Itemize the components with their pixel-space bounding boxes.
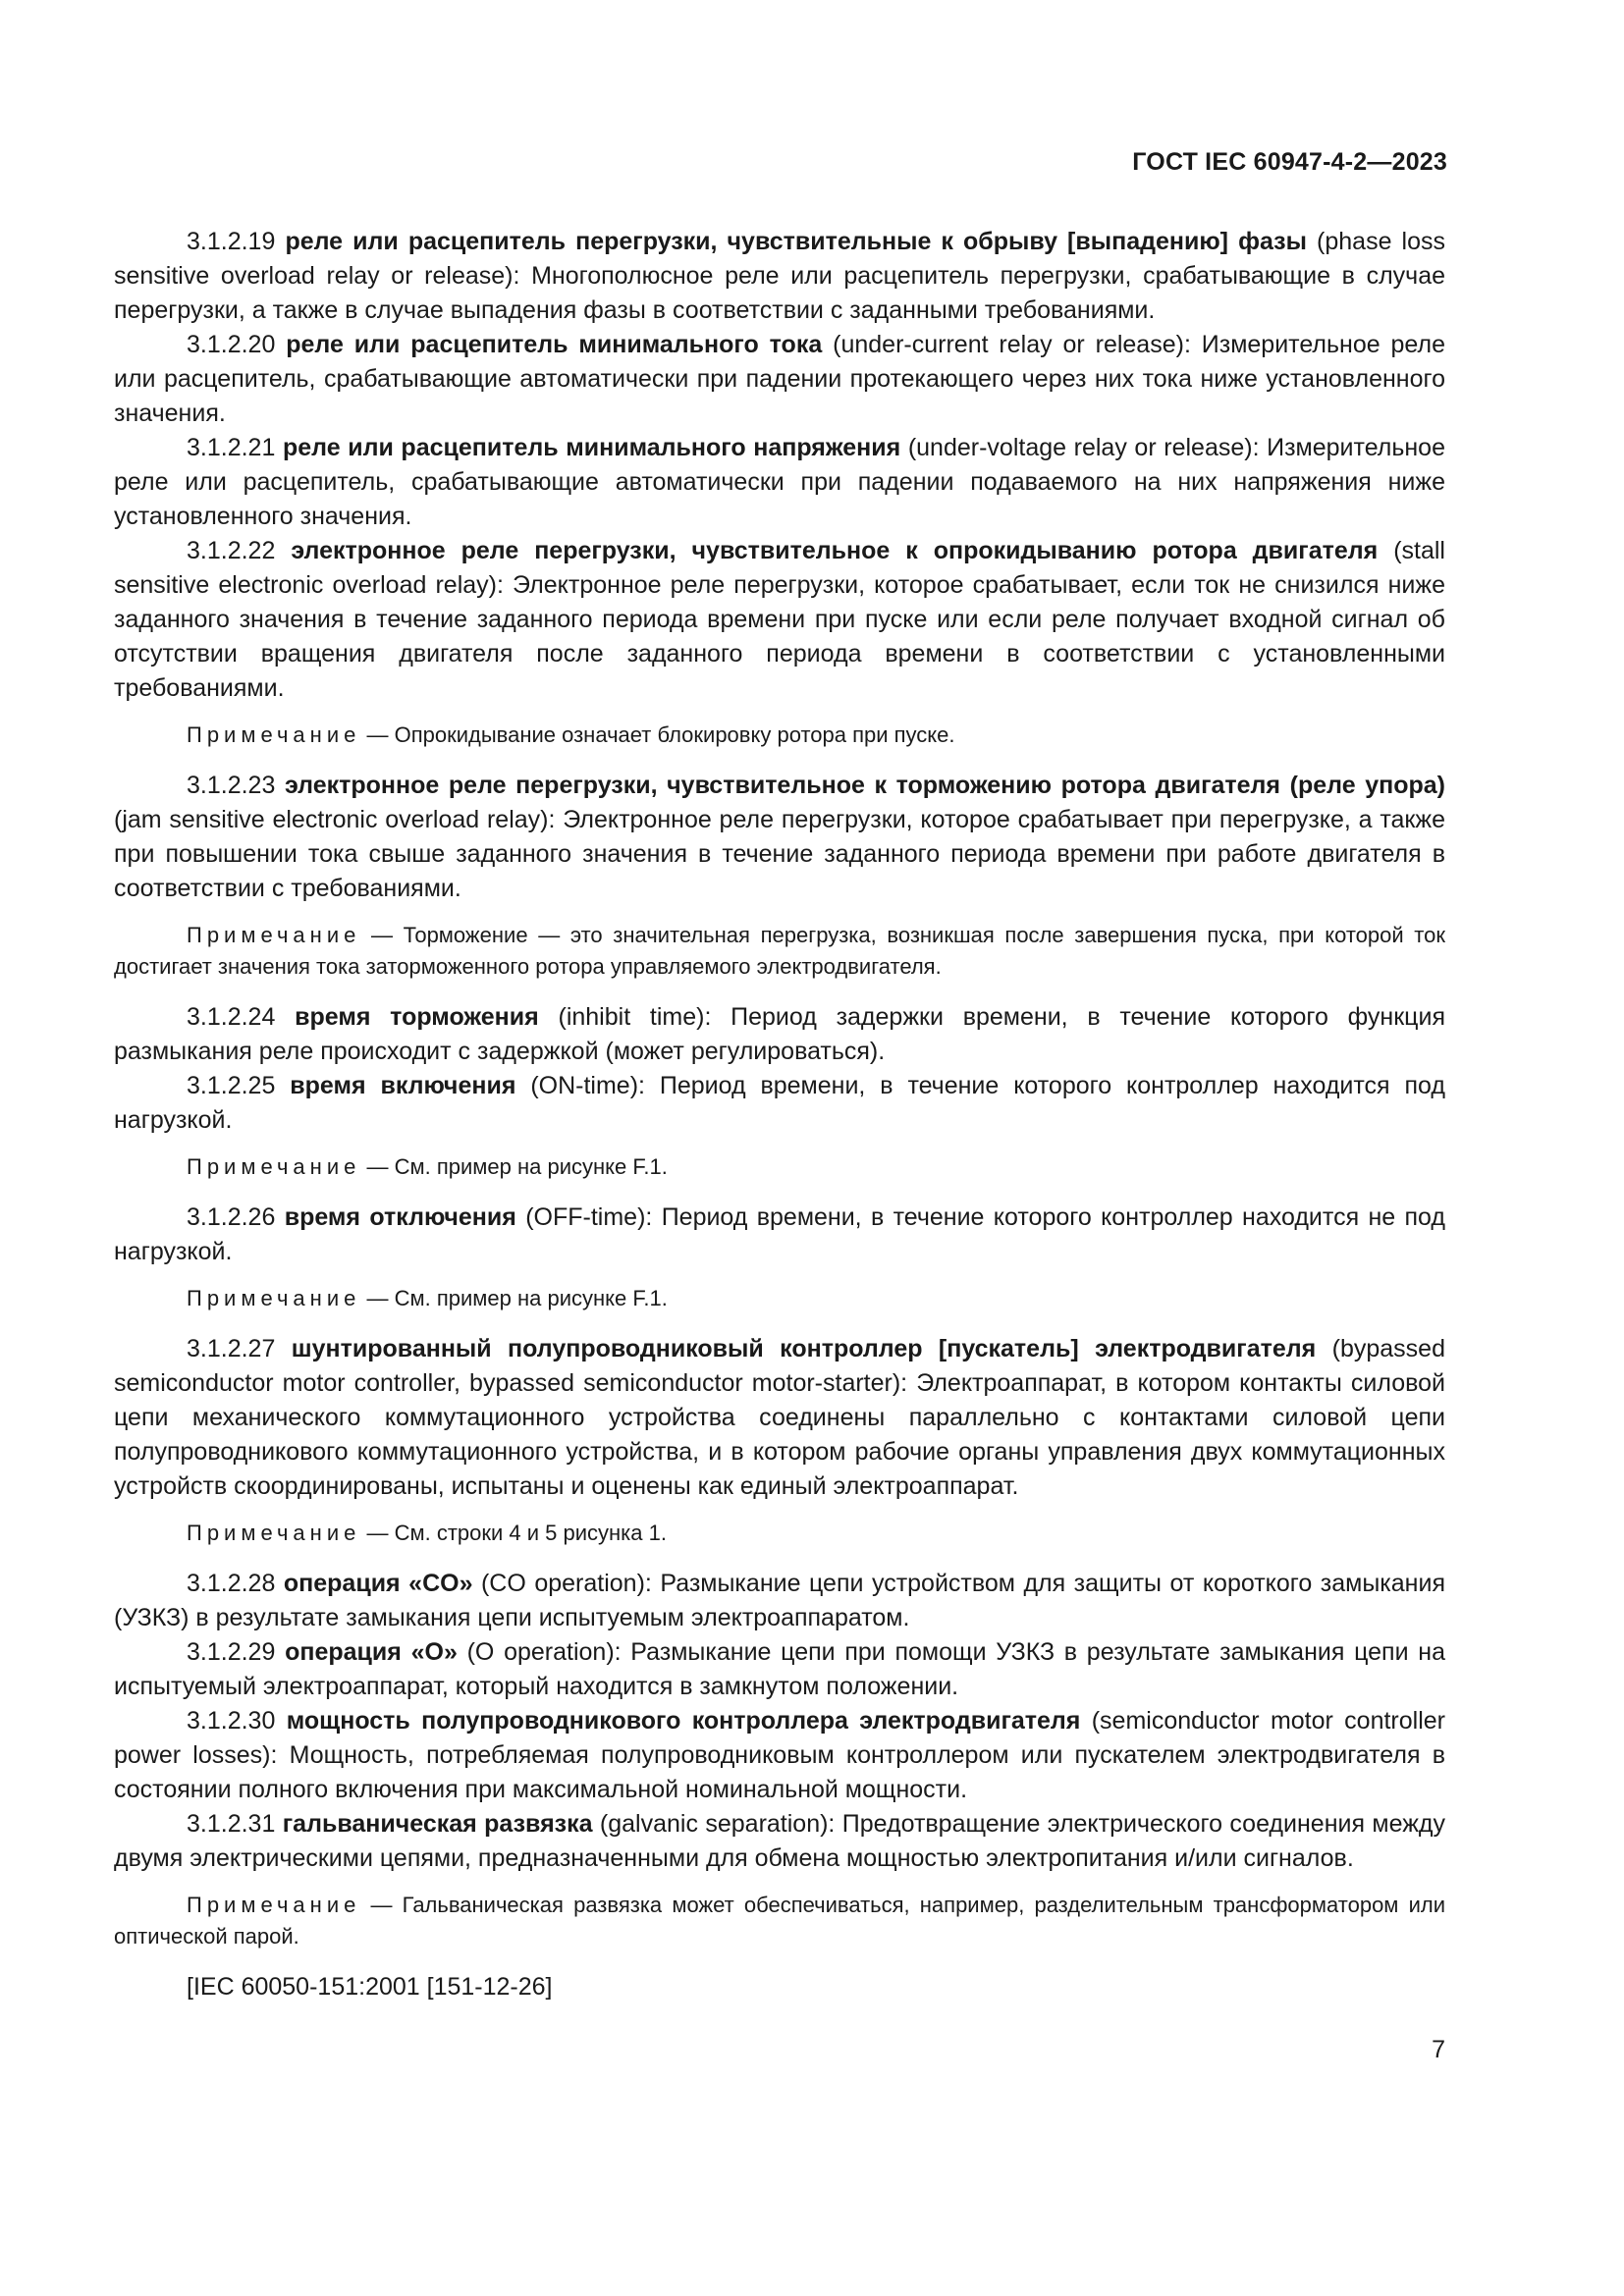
clause-number: 3.1.2.20 [187,331,276,358]
note-text: — Гальваническая развязка может обеспечиваться, например, разделительным трансформатором или оптической парой. [114,1893,1445,1949]
note-paragraph [114,1518,1445,1549]
clause-number: 3.1.2.25 [187,1072,276,1099]
definition-paragraph [114,328,1445,431]
note-label: Примечание [187,1286,361,1310]
note-label: Примечание [187,1521,361,1545]
definition-text: (galvanic separation): Предотвращение электрического соединения между двумя электрическими цепями, предназначенными для обмена мощностью электропитания и/или сигналов. [114,1810,1446,1872]
defined-term: реле или расцепитель минимального напряжения [282,434,901,461]
defined-term: мощность полупроводникового контроллера электродвигателя [286,1707,1081,1735]
note-label: Примечание [187,1893,361,1917]
clause-number: 3.1.2.21 [187,434,276,461]
definition-paragraph [114,1000,1445,1069]
definition-text: (ON-time): Период времени, в течение которого контроллер находится под нагрузкой. [114,1072,1445,1134]
definition-text: (phase loss sensitive overload relay or release): Многополюсное реле или расцепитель перегрузки, срабатывающие в случае перегрузки, а также в случае выпадения фазы в соответствии с заданными требованиями. [114,228,1445,324]
clause-number: 3.1.2.26 [187,1203,276,1231]
clause-number: 3.1.2.29 [187,1638,276,1666]
defined-term: время включения [290,1072,516,1099]
note-label: Примечание [187,722,361,747]
defined-term: гальваническая развязка [282,1810,593,1838]
note-text: — См. пример на рисунке F.1. [366,1154,668,1179]
clause-number: 3.1.2.27 [187,1335,276,1362]
definition-paragraph [114,1704,1445,1807]
definition-text: (inhibit time): Период задержки времени, в течение которого функция размыкания реле происходит с задержкой (может регулироваться). [114,1003,1445,1065]
clause-number: 3.1.2.31 [187,1810,276,1838]
defined-term: реле или расцепитель перегрузки, чувствительные к обрыву [выпадению] фазы [285,228,1307,255]
clause-number: 3.1.2.28 [187,1570,276,1597]
note-label: Примечание [187,923,361,947]
definition-text: (bypassed semiconductor motor controller, bypassed semiconductor motor-starter): Электроаппарат, в котором контакты силовой цепи механического коммутационного устройства соединены параллельно с контактами силовой цепи полупроводникового коммутационного устройства, и в котором рабочие органы управления двух коммутационных устройств скоординированы, испытаны и оценены как единый электроаппарат. [114,1335,1445,1500]
definition-text: (O operation): Размыкание цепи при помощи УЗКЗ в результате замыкания цепи на испытуемый электроаппарат, который находится в замкнутом положении. [114,1638,1445,1700]
definition-paragraph [114,1201,1445,1269]
note-text: — См. пример на рисунке F.1. [366,1286,668,1310]
defined-term: время отключения [284,1203,516,1231]
reference-citation: [IEC 60050-151:2001 [151-12-26] [187,1973,553,2001]
definition-text: (jam sensitive electronic overload relay): Электронное реле перегрузки, которое срабатывает при перегрузке, а также при повышении тока свыше заданного значения в течение заданного периода времени при работе двигателя в соответствии с требованиями. [114,806,1445,902]
note-paragraph [114,720,1445,751]
defined-term: реле или расцепитель минимального тока [286,331,823,358]
note-text: — Опрокидывание означает блокировку ротора при пуске. [366,722,955,747]
definition-paragraph [114,1807,1445,1876]
note-label: Примечание [187,1154,361,1179]
definition-paragraph [114,534,1445,706]
definition-text: (under-voltage relay or release): Измерительное реле или расцепитель, срабатывающие автоматически при падении подаваемого на них напряжения ниже установленного значения. [114,434,1445,530]
definition-text: (under-current relay or release): Измерительное реле или расцепитель, срабатывающие автоматически при падении протекающего через них тока ниже установленного значения. [114,331,1445,427]
note-paragraph [114,1151,1445,1183]
clause-number: 3.1.2.23 [187,772,276,799]
definition-paragraph [114,1635,1445,1704]
definition-paragraph [114,1332,1445,1504]
definition-paragraph [114,1567,1445,1635]
definition-paragraph [114,225,1445,328]
defined-term: операция «CO» [283,1570,473,1597]
definition-text: (CO operation): Размыкание цепи устройством для защиты от короткого замыкания (УЗКЗ) в результате замыкания цепи испытуемым электроаппаратом. [114,1570,1445,1631]
note-paragraph [114,1890,1445,1952]
definition-paragraph [114,431,1445,534]
definition-paragraph [114,769,1445,906]
clause-number: 3.1.2.24 [187,1003,276,1031]
note-text: — См. строки 4 и 5 рисунка 1. [366,1521,667,1545]
definition-text: (semiconductor motor controller power losses): Мощность, потребляемая полупроводниковым контроллером или пускателем электродвигателя в состоянии полного включения при максимальной номинальной мощности. [114,1707,1445,1803]
note-text: — Торможение — это значительная перегрузка, возникшая после завершения пуска, при которой ток достигает значения тока заторможенного ротора управляемого электродвигателя. [114,923,1445,979]
clause-number: 3.1.2.19 [187,228,276,255]
defined-term: операция «О» [285,1638,458,1666]
defined-term: электронное реле перегрузки, чувствительное к опрокидыванию ротора двигателя [291,537,1379,564]
defined-term: время торможения [295,1003,539,1031]
note-paragraph [114,920,1445,983]
standard-header: ГОСТ IEC 60947-4-2—2023 [1132,148,1447,176]
page-number: 7 [1432,2036,1445,2063]
definition-text: (OFF-time): Период времени, в течение которого контроллер находится не под нагрузкой. [114,1203,1445,1265]
clause-number: 3.1.2.30 [187,1707,276,1735]
note-paragraph [114,1283,1445,1314]
definition-text: (stall sensitive electronic overload relay): Электронное реле перегрузки, которое срабатывает, если ток не снизился ниже заданного значения в течение заданного периода времени при пуске или если реле получает входной сигнал об отсутствии вращения двигателя после заданного периода времени в соответствии с установленными требованиями. [114,537,1445,702]
document-body [114,225,1445,2004]
clause-number: 3.1.2.22 [187,537,276,564]
defined-term: шунтированный полупроводниковый контроллер [пускатель] электродвигателя [291,1335,1317,1362]
defined-term: электронное реле перегрузки, чувствительное к торможению ротора двигателя (реле упора) [284,772,1445,799]
definition-paragraph [114,1069,1445,1138]
